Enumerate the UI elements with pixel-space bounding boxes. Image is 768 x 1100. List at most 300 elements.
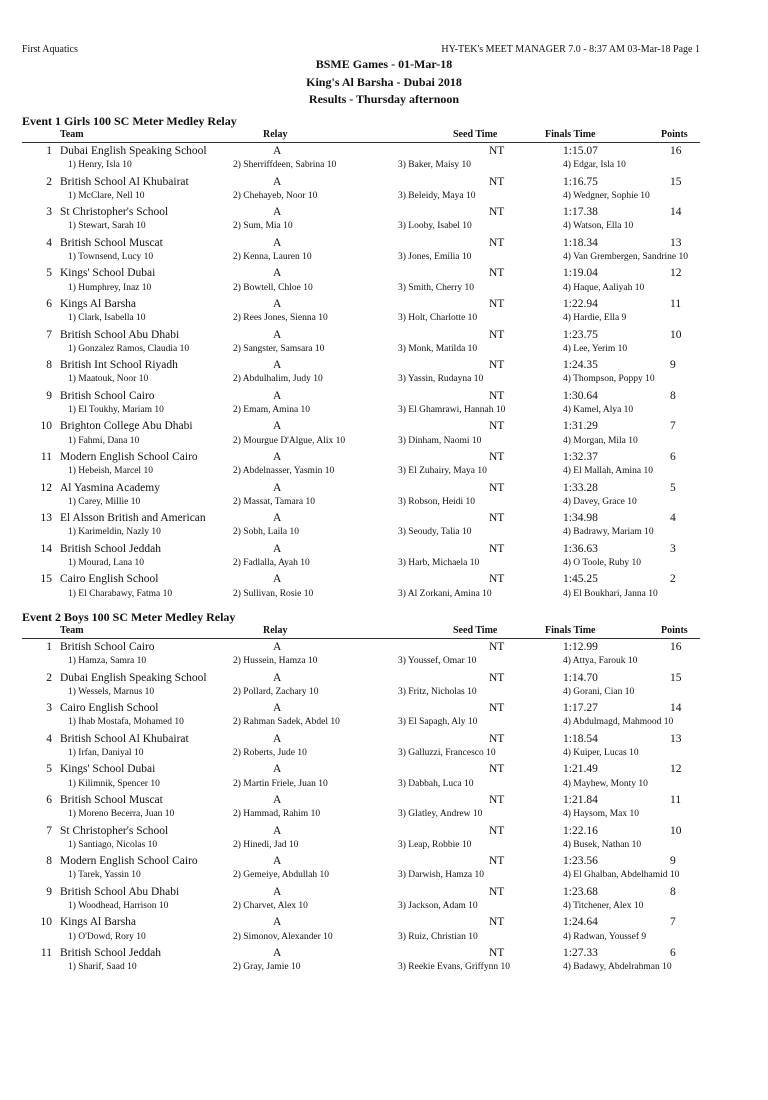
- finals-time: 1:31.29: [563, 420, 598, 433]
- swimmer-3: 3) Reekie Evans, Griffynn 10: [398, 962, 510, 973]
- result-entry: [0, 672, 768, 703]
- event-section: [0, 610, 768, 1100]
- place-number: 7: [46, 328, 52, 341]
- swimmers-line: [0, 779, 768, 794]
- header-rule: [22, 142, 700, 143]
- place-number: 8: [46, 359, 52, 372]
- team-name: British School Al Khubairat: [60, 175, 189, 188]
- relay-letter: A: [273, 946, 282, 959]
- swimmer-3: 3) Seoudy, Talia 10: [398, 527, 472, 538]
- swimmer-2: 2) Rahman Sadek, Abdel 10: [233, 717, 340, 728]
- points-value: 15: [670, 671, 682, 684]
- swimmer-3: 3) Dabbah, Luca 10: [398, 778, 474, 789]
- finals-time: 1:36.63: [563, 542, 598, 555]
- swimmer-1: 1) Henry, Isla 10: [68, 160, 132, 171]
- meet-venue: King's Al Barsha - Dubai 2018: [306, 75, 462, 89]
- swimmer-2: 2) Sherriffdeen, Sabrina 10: [233, 160, 337, 171]
- swimmer-2: 2) Chehayeb, Noor 10: [233, 190, 318, 201]
- seed-time: NT: [489, 946, 505, 959]
- swimmer-4: 4) Haque, Aaliyah 10: [563, 282, 645, 293]
- team-name: British School Muscat: [60, 793, 163, 806]
- swimmer-4: 4) Thompson, Poppy 10: [563, 374, 655, 385]
- finals-time: 1:15.07: [563, 145, 598, 157]
- seed-time: NT: [489, 206, 505, 219]
- team-name: Dubai English Speaking School: [60, 671, 207, 684]
- swimmer-3: 3) Ruiz, Christian 10: [398, 931, 478, 942]
- event-section: [0, 114, 768, 604]
- finals-time: 1:45.25: [563, 573, 598, 586]
- team-name: Modern English School Cairo: [60, 855, 198, 868]
- points-value: 16: [670, 145, 682, 157]
- result-entry: [0, 206, 768, 237]
- swimmer-3: 3) Monk, Matilda 10: [398, 343, 478, 354]
- swimmer-3: 3) Fritz, Nicholas 10: [398, 686, 477, 697]
- finals-time: 1:14.70: [563, 671, 598, 684]
- results-subtitle: Results - Thursday afternoon: [308, 92, 460, 106]
- place-number: 14: [40, 542, 52, 555]
- swimmers-line: [0, 589, 768, 604]
- team-name: British School Cairo: [60, 389, 155, 402]
- organization-name: First Aquatics: [22, 44, 78, 55]
- swimmer-4: 4) Mayhew, Monty 10: [563, 778, 648, 789]
- swimmers-line: [0, 809, 768, 824]
- points-value: 9: [670, 855, 676, 868]
- result-entry: [0, 947, 768, 978]
- event-title: Event 2 Boys 100 SC Meter Medley Relay: [22, 610, 236, 624]
- finals-time: 1:30.64: [563, 389, 598, 402]
- swimmers-line: [0, 962, 768, 977]
- place-number: 12: [40, 481, 52, 494]
- result-entry: [0, 763, 768, 794]
- swimmers-line: [0, 436, 768, 451]
- swimmers-line: [0, 656, 768, 671]
- column-header-team: Team: [60, 129, 84, 140]
- relay-letter: A: [273, 389, 282, 402]
- swimmer-4: 4) Abdulmagd, Mahmood 10: [563, 717, 674, 728]
- place-number: 8: [46, 855, 52, 868]
- swimmer-4: 4) Edgar, Isla 10: [563, 160, 626, 171]
- swimmer-3: 3) Holt, Charlotte 10: [398, 313, 478, 324]
- swimmers-line: [0, 283, 768, 298]
- relay-letter: A: [273, 145, 282, 157]
- team-line: [0, 947, 768, 962]
- swimmer-4: 4) El Mallah, Amina 10: [563, 466, 653, 477]
- finals-time: 1:16.75: [563, 175, 598, 188]
- swimmer-2: 2) Sobh, Laila 10: [233, 527, 299, 538]
- team-line: [0, 763, 768, 778]
- relay-letter: A: [273, 916, 282, 929]
- column-header-relay: Relay: [263, 625, 288, 636]
- swimmer-4: 4) Kamel, Alya 10: [563, 405, 634, 416]
- swimmer-4: 4) Wedgner, Sophie 10: [563, 190, 650, 201]
- place-number: 11: [40, 450, 52, 463]
- seed-time: NT: [489, 267, 505, 280]
- relay-letter: A: [273, 573, 282, 586]
- swimmer-2: 2) Emam, Amina 10: [233, 405, 311, 416]
- relay-letter: A: [273, 671, 282, 684]
- finals-time: 1:22.16: [563, 824, 598, 837]
- place-number: 2: [46, 175, 52, 188]
- result-entry: [0, 702, 768, 733]
- swimmer-2: 2) Sangster, Samsara 10: [233, 343, 325, 354]
- seed-time: NT: [489, 702, 505, 715]
- swimmer-1: 1) McClare, Nell 10: [68, 190, 145, 201]
- points-value: 7: [670, 420, 676, 433]
- finals-time: 1:18.54: [563, 732, 598, 745]
- team-line: [0, 573, 768, 588]
- points-value: 6: [670, 450, 676, 463]
- points-value: 8: [670, 389, 676, 402]
- relay-letter: A: [273, 793, 282, 806]
- swimmer-1: 1) Karimeldin, Nazly 10: [68, 527, 161, 538]
- swimmer-2: 2) Sullivan, Rosie 10: [233, 588, 314, 599]
- place-number: 1: [46, 145, 52, 157]
- seed-time: NT: [489, 389, 505, 402]
- relay-letter: A: [273, 824, 282, 837]
- result-entry: [0, 825, 768, 856]
- team-name: Kings Al Barsha: [60, 297, 137, 310]
- team-name: Kings' School Dubai: [60, 763, 156, 776]
- result-entry: [0, 298, 768, 329]
- swimmer-1: 1) Townsend, Lucy 10: [68, 252, 154, 263]
- swimmers-line: [0, 717, 768, 732]
- team-line: [0, 359, 768, 374]
- swimmer-2: 2) Hussein, Hamza 10: [233, 656, 318, 667]
- swimmers-line: [0, 932, 768, 947]
- result-entry: [0, 512, 768, 543]
- swimmer-3: 3) Harb, Michaela 10: [398, 558, 480, 569]
- result-entry: [0, 451, 768, 482]
- place-number: 7: [46, 824, 52, 837]
- swimmers-line: [0, 840, 768, 855]
- team-name: St Christopher's School: [60, 824, 169, 837]
- result-entry: [0, 916, 768, 947]
- swimmer-4: 4) Morgan, Mila 10: [563, 435, 638, 446]
- swimmer-3: 3) El Sapagh, Aly 10: [398, 717, 478, 728]
- place-number: 6: [46, 793, 52, 806]
- swimmer-1: 1) Wessels, Marnus 10: [68, 686, 155, 697]
- points-value: 7: [670, 916, 676, 929]
- team-name: Kings' School Dubai: [60, 267, 156, 280]
- column-header-relay: Relay: [263, 129, 288, 140]
- seed-time: NT: [489, 236, 505, 249]
- swimmer-4: 4) Radwan, Youssef 9: [563, 931, 647, 942]
- place-number: 5: [46, 763, 52, 776]
- team-line: [0, 329, 768, 344]
- place-number: 9: [46, 389, 52, 402]
- swimmer-4: 4) Badrawy, Mariam 10: [563, 527, 654, 538]
- team-line: [0, 543, 768, 558]
- place-number: 11: [40, 946, 52, 959]
- swimmers-line: [0, 748, 768, 763]
- result-entry: [0, 733, 768, 764]
- swimmers-line: [0, 160, 768, 175]
- team-line: [0, 733, 768, 748]
- swimmer-3: 3) Al Zorkani, Amina 10: [398, 588, 492, 599]
- seed-time: NT: [489, 481, 505, 494]
- result-entry: [0, 176, 768, 207]
- team-line: [0, 672, 768, 687]
- result-entry: [0, 641, 768, 672]
- swimmer-3: 3) Darwish, Hamza 10: [398, 870, 485, 881]
- place-number: 6: [46, 297, 52, 310]
- team-name: Brighton College Abu Dhabi: [60, 420, 193, 433]
- relay-letter: A: [273, 359, 282, 372]
- seed-time: NT: [489, 793, 505, 806]
- swimmer-3: 3) Jackson, Adam 10: [398, 901, 478, 912]
- points-value: 9: [670, 359, 676, 372]
- swimmer-4: 4) Davey, Grace 10: [563, 496, 637, 507]
- finals-time: 1:23.56: [563, 855, 598, 868]
- result-entry: [0, 359, 768, 390]
- team-line: [0, 825, 768, 840]
- result-entry: [0, 329, 768, 360]
- finals-time: 1:27.33: [563, 946, 598, 959]
- swimmer-3: 3) Smith, Cherry 10: [398, 282, 474, 293]
- seed-time: NT: [489, 885, 505, 898]
- swimmer-2: 2) Kenna, Lauren 10: [233, 252, 312, 263]
- seed-time: NT: [489, 328, 505, 341]
- swimmer-3: 3) Jones, Emilia 10: [398, 252, 472, 263]
- team-name: Modern English School Cairo: [60, 450, 198, 463]
- swimmer-2: 2) Hammad, Rahim 10: [233, 809, 321, 820]
- seed-time: NT: [489, 359, 505, 372]
- swimmers-line: [0, 466, 768, 481]
- swimmer-4: 4) Watson, Ella 10: [563, 221, 634, 232]
- swimmer-3: 3) Robson, Heidi 10: [398, 496, 476, 507]
- place-number: 9: [46, 885, 52, 898]
- swimmer-4: 4) Van Grembergen, Sandrine 10: [563, 252, 688, 263]
- relay-letter: A: [273, 236, 282, 249]
- place-number: 3: [46, 702, 52, 715]
- team-name: British School Abu Dhabi: [60, 328, 180, 341]
- swimmers-line: [0, 344, 768, 359]
- event-title: Event 1 Girls 100 SC Meter Medley Relay: [22, 114, 237, 128]
- team-name: Dubai English Speaking School: [60, 145, 207, 157]
- team-name: El Alsson British and American: [60, 512, 206, 525]
- swimmer-1: 1) Kilimnik, Spencer 10: [68, 778, 160, 789]
- relay-letter: A: [273, 512, 282, 525]
- team-name: British School Al Khubairat: [60, 732, 189, 745]
- swimmer-4: 4) Lee, Yerim 10: [563, 343, 628, 354]
- team-name: Cairo English School: [60, 702, 159, 715]
- points-value: 16: [670, 641, 682, 653]
- swimmer-4: 4) Gorani, Cian 10: [563, 686, 635, 697]
- header-rule: [22, 638, 700, 639]
- swimmers-line: [0, 191, 768, 206]
- team-line: [0, 390, 768, 405]
- place-number: 3: [46, 206, 52, 219]
- team-line: [0, 702, 768, 717]
- software-header: HY-TEK's MEET MANAGER 7.0 - 8:37 AM 03-Mar-18 Page 1: [441, 44, 700, 55]
- swimmer-1: 1) Mourad, Lana 10: [68, 558, 144, 569]
- column-header-seed: Seed Time: [453, 129, 498, 140]
- swimmer-2: 2) Abdulhalim, Judy 10: [233, 374, 323, 385]
- finals-time: 1:17.38: [563, 206, 598, 219]
- swimmer-3: 3) Leap, Robbie 10: [398, 839, 472, 850]
- swimmer-2: 2) Simonov, Alexander 10: [233, 931, 333, 942]
- relay-letter: A: [273, 763, 282, 776]
- swimmer-2: 2) Sum, Mia 10: [233, 221, 293, 232]
- swimmer-2: 2) Massat, Tamara 10: [233, 496, 315, 507]
- place-number: 1: [46, 641, 52, 653]
- team-name: Al Yasmina Academy: [60, 481, 160, 494]
- team-line: [0, 176, 768, 191]
- result-entry: [0, 390, 768, 421]
- swimmer-4: 4) Haysom, Max 10: [563, 809, 639, 820]
- place-number: 15: [40, 573, 52, 586]
- swimmer-4: 4) Busek, Nathan 10: [563, 839, 642, 850]
- swimmers-line: [0, 870, 768, 885]
- place-number: 2: [46, 671, 52, 684]
- swimmer-1: 1) Hamza, Samra 10: [68, 656, 147, 667]
- seed-time: NT: [489, 512, 505, 525]
- team-name: Cairo English School: [60, 573, 159, 586]
- result-entry: [0, 794, 768, 825]
- points-value: 10: [670, 824, 682, 837]
- swimmers-line: [0, 313, 768, 328]
- points-value: 11: [670, 793, 682, 806]
- team-name: Kings Al Barsha: [60, 916, 137, 929]
- swimmer-3: 3) Baker, Maisy 10: [398, 160, 471, 171]
- swimmer-4: 4) O Toole, Ruby 10: [563, 558, 642, 569]
- finals-time: 1:24.64: [563, 916, 598, 929]
- finals-time: 1:24.35: [563, 359, 598, 372]
- swimmer-3: 3) Looby, Isabel 10: [398, 221, 472, 232]
- relay-letter: A: [273, 420, 282, 433]
- seed-time: NT: [489, 450, 505, 463]
- relay-letter: A: [273, 641, 282, 653]
- result-entry: [0, 482, 768, 513]
- swimmer-3: 3) Galluzzi, Francesco 10: [398, 748, 496, 759]
- relay-letter: A: [273, 175, 282, 188]
- swimmer-3: 3) Beleidy, Maya 10: [398, 190, 476, 201]
- swimmer-2: 2) Pollard, Zachary 10: [233, 686, 319, 697]
- team-line: [0, 916, 768, 931]
- seed-time: NT: [489, 420, 505, 433]
- place-number: 4: [46, 732, 52, 745]
- seed-time: NT: [489, 145, 505, 157]
- swimmer-2: 2) Fadlalla, Ayah 10: [233, 558, 310, 569]
- finals-time: 1:33.28: [563, 481, 598, 494]
- team-name: British School Cairo: [60, 641, 155, 653]
- column-header-points: Points: [661, 625, 688, 636]
- seed-time: NT: [489, 573, 505, 586]
- seed-time: NT: [489, 855, 505, 868]
- swimmers-line: [0, 374, 768, 389]
- points-value: 8: [670, 885, 676, 898]
- swimmer-3: 3) Youssef, Omar 10: [398, 656, 477, 667]
- swimmer-4: 4) Kuiper, Lucas 10: [563, 748, 639, 759]
- swimmer-4: 4) El Ghalban, Abdelhamid 10: [563, 870, 680, 881]
- finals-time: 1:17.27: [563, 702, 598, 715]
- relay-letter: A: [273, 542, 282, 555]
- swimmer-1: 1) Gonzalez Ramos, Claudia 10: [68, 343, 190, 354]
- swimmer-1: 1) Humphrey, Inaz 10: [68, 282, 152, 293]
- finals-time: 1:12.99: [563, 641, 598, 653]
- points-value: 12: [670, 267, 682, 280]
- swimmer-1: 1) O'Dowd, Rory 10: [68, 931, 146, 942]
- finals-time: 1:22.94: [563, 297, 598, 310]
- swimmer-2: 2) Gray, Jamie 10: [233, 962, 301, 973]
- place-number: 4: [46, 236, 52, 249]
- points-value: 10: [670, 328, 682, 341]
- swimmer-2: 2) Bowtell, Chloe 10: [233, 282, 313, 293]
- result-entry: [0, 886, 768, 917]
- swimmer-1: 1) Ihab Mostafa, Mohamed 10: [68, 717, 184, 728]
- team-name: British School Abu Dhabi: [60, 885, 180, 898]
- relay-letter: A: [273, 885, 282, 898]
- swimmer-2: 2) Charvet, Alex 10: [233, 901, 308, 912]
- swimmer-1: 1) El Toukhy, Mariam 10: [68, 405, 164, 416]
- result-entry: [0, 573, 768, 604]
- points-value: 4: [670, 512, 676, 525]
- swimmer-4: 4) Hardie, Ella 9: [563, 313, 627, 324]
- points-value: 13: [670, 732, 682, 745]
- swimmer-2: 2) Abdelnasser, Yasmin 10: [233, 466, 335, 477]
- swimmer-1: 1) Hebeish, Marcel 10: [68, 466, 153, 477]
- team-line: [0, 855, 768, 870]
- column-header-seed: Seed Time: [453, 625, 498, 636]
- team-name: British School Jeddah: [60, 542, 161, 555]
- swimmer-2: 2) Roberts, Jude 10: [233, 748, 307, 759]
- points-value: 12: [670, 763, 682, 776]
- finals-time: 1:23.68: [563, 885, 598, 898]
- result-entry: [0, 420, 768, 451]
- swimmer-1: 1) Fahmi, Dana 10: [68, 435, 140, 446]
- swimmers-line: [0, 405, 768, 420]
- place-number: 10: [40, 420, 52, 433]
- swimmer-2: 2) Hinedi, Jad 10: [233, 839, 299, 850]
- swimmers-line: [0, 221, 768, 236]
- place-number: 10: [40, 916, 52, 929]
- team-line: [0, 886, 768, 901]
- column-header-team: Team: [60, 625, 84, 636]
- swimmers-line: [0, 687, 768, 702]
- column-header-points: Points: [661, 129, 688, 140]
- relay-letter: A: [273, 702, 282, 715]
- swimmer-2: 2) Rees Jones, Sienna 10: [233, 313, 328, 324]
- points-value: 11: [670, 297, 682, 310]
- points-value: 6: [670, 946, 676, 959]
- swimmer-1: 1) Sharif, Saad 10: [68, 962, 137, 973]
- team-name: St Christopher's School: [60, 206, 169, 219]
- results-list: [0, 641, 768, 978]
- finals-time: 1:34.98: [563, 512, 598, 525]
- swimmer-3: 3) Yassin, Rudayna 10: [398, 374, 484, 385]
- swimmers-line: [0, 901, 768, 916]
- place-number: 5: [46, 267, 52, 280]
- seed-time: NT: [489, 763, 505, 776]
- place-number: 13: [40, 512, 52, 525]
- team-line: [0, 794, 768, 809]
- swimmer-3: 3) Dinham, Naomi 10: [398, 435, 482, 446]
- result-entry: [0, 145, 768, 176]
- relay-letter: A: [273, 732, 282, 745]
- swimmer-1: 1) Woodhead, Harrison 10: [68, 901, 169, 912]
- finals-time: 1:19.04: [563, 267, 598, 280]
- swimmers-line: [0, 558, 768, 573]
- team-line: [0, 145, 768, 160]
- relay-letter: A: [273, 855, 282, 868]
- team-name: British School Jeddah: [60, 946, 161, 959]
- points-value: 2: [670, 573, 676, 586]
- swimmer-1: 1) El Charabawy, Fatma 10: [68, 588, 173, 599]
- finals-time: 1:18.34: [563, 236, 598, 249]
- seed-time: NT: [489, 175, 505, 188]
- results-list: [0, 145, 768, 604]
- relay-letter: A: [273, 481, 282, 494]
